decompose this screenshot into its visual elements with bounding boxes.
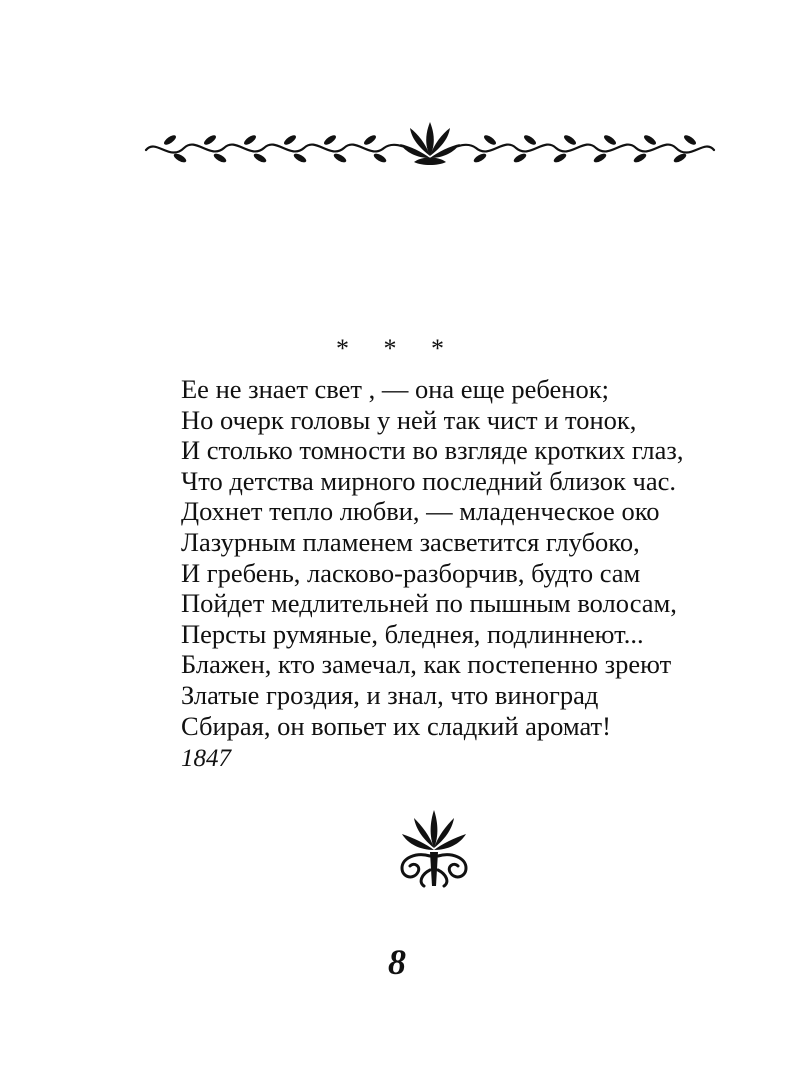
section-separator: * * *	[336, 334, 458, 363]
poem-line: Что детства мирного последний близок час.	[181, 465, 676, 496]
poem-line: И гребень, ласково-разборчив, будто сам	[181, 557, 641, 588]
poem-date: 1847	[181, 745, 231, 772]
poem-line: Сбирая, он вопьет их сладкий аромат!	[181, 710, 611, 741]
poem-line: И столько томности во взгляде кротких глаз,	[181, 435, 684, 466]
poem-body	[181, 374, 741, 741]
page-number: 8	[388, 942, 406, 982]
poem-line: Персты румяные, бледнея, подлиннеют...	[181, 618, 644, 649]
poem-line: Пойдет медлительней по пышным волосам,	[181, 588, 677, 619]
poem-line: Ее не знает свет , — она еще ребенок;	[181, 374, 609, 404]
floral-border-icon	[140, 118, 720, 174]
poem-line: Но очерк головы у ней так чист и тонок,	[181, 404, 637, 435]
poem-line: Дохнет тепло любви, — младенческое око	[181, 496, 660, 527]
floral-vignette-icon	[396, 808, 472, 888]
poem-line: Златые гроздия, и знал, что виноград	[181, 679, 599, 710]
poem-line: Блажен, кто замечал, как постепенно зреют	[181, 649, 672, 680]
poem-line: Лазурным пламенем засветится глубоко,	[181, 526, 640, 557]
